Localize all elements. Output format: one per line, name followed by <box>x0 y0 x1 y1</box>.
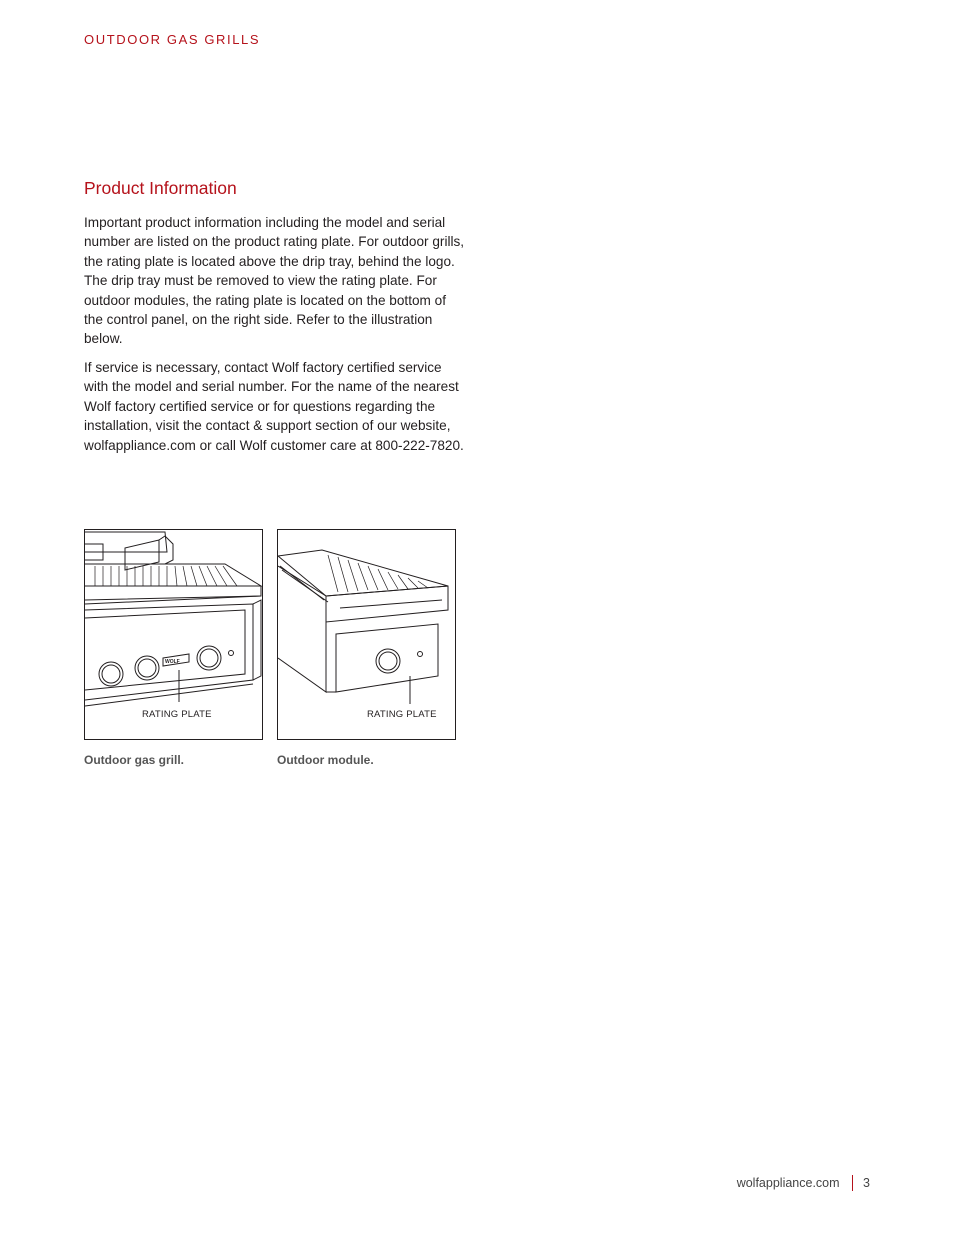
rating-plate-label: RATING PLATE <box>367 709 437 720</box>
footer-website: wolfappliance.com <box>736 1176 840 1190</box>
wolf-logo: WOLF <box>165 659 180 665</box>
section-header: OUTDOOR GAS GRILLS <box>84 32 261 47</box>
page-title: Product Information <box>84 178 237 198</box>
rating-plate-label: RATING PLATE <box>142 709 212 720</box>
grill-illustration <box>84 529 263 740</box>
page-number: 3 <box>863 1176 870 1190</box>
module-drawing <box>278 530 455 739</box>
service-paragraph: If service is necessary, contact Wolf factory certified service with the model and serial number. For the name of the nearest Wolf factory certified service or for questions regarding the installation, visit the contact & support section of our website, wolfappliance.com or call Wolf customer care at 800-222-7820. <box>84 360 464 453</box>
module-caption: Outdoor module. <box>277 753 374 767</box>
footer-divider <box>852 1175 854 1191</box>
grill-caption: Outdoor gas grill. <box>84 753 185 767</box>
intro-paragraph: Important product information including the model and serial number are listed on the product rating plate. For outdoor grills, the rating plate is located above the drip tray, behind the logo. The drip tray must be removed to view the rating plate. For outdoor modules, the rating plate is located on the bottom of the control panel, on the right side. Refer to the illustration below. <box>84 215 465 347</box>
module-illustration <box>277 529 456 740</box>
grill-drawing <box>85 530 262 739</box>
page-footer <box>737 1175 870 1191</box>
